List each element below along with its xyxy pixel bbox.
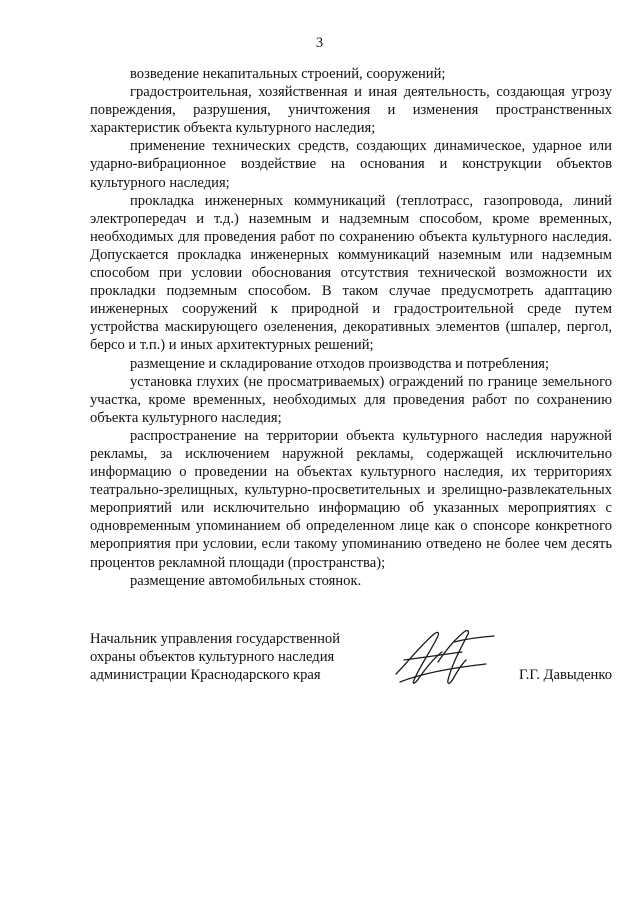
signature-block	[90, 630, 612, 720]
document-body	[90, 65, 612, 590]
signer-title	[90, 630, 390, 684]
paragraph: размещение и складирование отходов производства и потребления;	[130, 355, 550, 372]
paragraph: применение технических средств, создающих динамическое, ударное или ударно-вибрационное воздействие на основания и конструкции объектов культурного наследия;	[90, 138, 612, 191]
paragraph: распространение на территории объекта культурного наследия наружной рекламы, за исключением наружной рекламы, содержащей исключительно информацию о проведении на объектах культурного наследия, их территориях театрально-зрелищных, культурно-просветительных и зрелищно-развлекательных мероприятий или исключительно информацию об указанных мероприятиях с одновременным упоминанием об определенном лице как о спонсоре конкретного мероприятия при условии, если такому упоминанию отведено не более чем десять процентов рекламной площади (пространства);	[90, 427, 612, 571]
page-number: 3	[315, 35, 324, 51]
signer-title-line: Начальник управления государственной	[90, 631, 341, 647]
paragraph: прокладка инженерных коммуникаций (теплотрасс, газопровода, линий электропередач и т.д.) наземным и надземным способом, кроме временных, необходимых для проведения работ по сохранению объекта культурного наследия. Допускается прокладка инженерных коммуникаций наземным или надземным способом при условии обоснования отсутствия технической возможности их прокладки подземным способом. В таком случае предусмотреть адаптацию инженерных сооружений к природной и градостроительной среде путем устройства маскирующего озеленения, декоративных элементов (шпалер, пергол, берсо и т.п.) и иных архитектурных решений;	[90, 192, 612, 354]
paragraph: размещение автомобильных стоянок.	[130, 572, 362, 589]
signer-title-line: администрации Краснодарского края	[90, 667, 321, 684]
paragraph: возведение некапитальных строений, сооружений;	[130, 66, 446, 82]
paragraph: градостроительная, хозяйственная и иная деятельность, создающая угрозу повреждения, разрушения, уничтожения и изменения пространственных характеристик объекта культурного наследия;	[90, 84, 612, 137]
paragraph: установка глухих (не просматриваемых) ограждений по границе земельного участка, кроме временных, необходимых для проведения работ по сохранению объекта культурного наследия;	[90, 373, 612, 426]
signer-title-line: охраны объектов культурного наследия	[90, 649, 335, 666]
handwritten-signature	[390, 622, 500, 694]
signer-name: Г.Г. Давыденко	[518, 667, 612, 683]
